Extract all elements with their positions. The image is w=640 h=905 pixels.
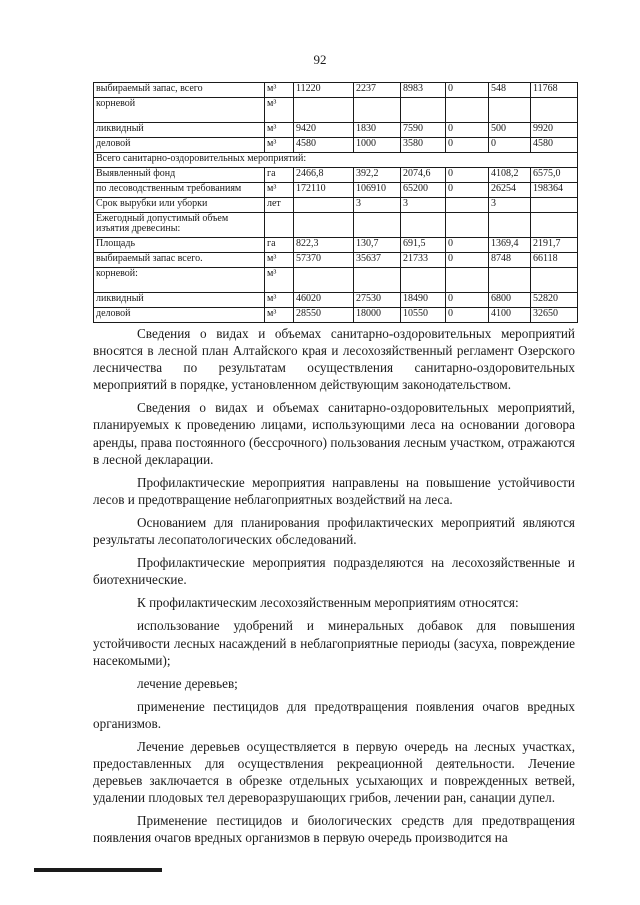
table-value-cell [531, 268, 578, 293]
table-value-cell: 1830 [354, 123, 401, 138]
table-value-cell: 4580 [294, 138, 354, 153]
table-value-cell [294, 213, 354, 238]
table-value-cell: 66118 [531, 253, 578, 268]
table-row [94, 83, 578, 98]
table-value-cell: 6575,0 [531, 168, 578, 183]
table-section-heading: Всего санитарно-оздоровительных мероприятий: [94, 153, 578, 168]
table-value-cell: 0 [489, 138, 531, 153]
table-value-cell: 18490 [401, 293, 446, 308]
paragraph: Основанием для планирования профилактических мероприятий являются результаты лесопатологических обследований. [93, 514, 575, 548]
page-number: 92 [313, 52, 327, 67]
table-unit-cell: м³ [265, 138, 294, 153]
paragraph: Сведения о видах и объемах санитарно-оздоровительных мероприятий, планируемых к проведению лицами, использующими леса на основании договора аренды, права постоянного (бессрочного) пользования лесным участком, отражаются в лесной декларации. [93, 400, 575, 467]
table-value-cell: 548 [489, 83, 531, 98]
paragraph: использование удобрений и минеральных добавок для повышения устойчивости лесных насаждений в неблагоприятные периоды (засуха, повреждение насекомыми); [93, 618, 575, 668]
table-value-cell: 26254 [489, 183, 531, 198]
table-value-cell: 2191,7 [531, 238, 578, 253]
paragraph: Сведения о видах и объемах санитарно-оздоровительных мероприятий вносятся в лесной план Алтайского края и лесохозяйственный регламент Озерского лесничества по результатам осуществления санитарно-оздоровительных мероприятий в порядке, установленном действующим законодательством. [93, 326, 575, 393]
table-value-cell: 130,7 [354, 238, 401, 253]
paragraph: Профилактические мероприятия направлены на повышение устойчивости лесов и предотвращение неблагоприятных воздействий на леса. [93, 474, 575, 507]
table-value-cell: 10550 [401, 308, 446, 323]
table-row-label: деловой [94, 138, 265, 153]
table-value-cell: 35637 [354, 253, 401, 268]
body-text [93, 325, 575, 853]
table-value-cell: 32650 [531, 308, 578, 323]
table-row-label: Площадь [94, 238, 265, 253]
table-row [94, 123, 578, 138]
table-value-cell: 4108,2 [489, 168, 531, 183]
table-value-cell [354, 268, 401, 293]
table-row [94, 168, 578, 183]
table-value-cell [401, 213, 446, 238]
table-value-cell [401, 98, 446, 123]
table-row [94, 138, 578, 153]
table-value-cell: 198364 [531, 183, 578, 198]
table-value-cell: 18000 [354, 308, 401, 323]
table-unit-cell [265, 213, 294, 238]
forest-volume-table [93, 82, 578, 323]
table-row [94, 308, 578, 323]
table-value-cell: 0 [446, 138, 489, 153]
table-value-cell: 0 [446, 238, 489, 253]
table-value-cell: 2074,6 [401, 168, 446, 183]
table-unit-cell: м³ [265, 123, 294, 138]
table-value-cell: 7590 [401, 123, 446, 138]
table-unit-cell: м³ [265, 308, 294, 323]
footer-rule [34, 868, 162, 872]
table-value-cell [294, 98, 354, 123]
table-value-cell: 0 [446, 308, 489, 323]
table-value-cell: 8748 [489, 253, 531, 268]
table-value-cell: 4100 [489, 308, 531, 323]
table-row [94, 153, 578, 168]
table-value-cell: 6800 [489, 293, 531, 308]
paragraph: применение пестицидов для предотвращения появления очагов вредных организмов. [93, 698, 575, 731]
table-value-cell: 0 [446, 123, 489, 138]
table-value-cell: 0 [446, 183, 489, 198]
table-value-cell: 2237 [354, 83, 401, 98]
table-unit-cell: м³ [265, 183, 294, 198]
table-value-cell: 57370 [294, 253, 354, 268]
table-row [94, 213, 578, 238]
table-value-cell [489, 213, 531, 238]
table-value-cell [489, 268, 531, 293]
table-value-cell [531, 213, 578, 238]
table-value-cell: 52820 [531, 293, 578, 308]
table-value-cell [446, 213, 489, 238]
table-row [94, 293, 578, 308]
table-value-cell: 21733 [401, 253, 446, 268]
table-value-cell: 172110 [294, 183, 354, 198]
table-row-label: Срок вырубки или уборки [94, 198, 265, 213]
table-value-cell: 3 [489, 198, 531, 213]
table-row [94, 253, 578, 268]
table-row [94, 238, 578, 253]
table-value-cell: 106910 [354, 183, 401, 198]
table-value-cell [489, 98, 531, 123]
table-value-cell [446, 198, 489, 213]
table-value-cell: 0 [446, 83, 489, 98]
paragraph: Профилактические мероприятия подразделяются на лесохозяйственные и биотехнические. [93, 555, 575, 588]
table-row [94, 198, 578, 213]
table-value-cell: 4580 [531, 138, 578, 153]
table-value-cell: 1369,4 [489, 238, 531, 253]
table-value-cell: 11768 [531, 83, 578, 98]
table-value-cell [401, 268, 446, 293]
table-row-label: корневой: [94, 268, 265, 293]
table-value-cell: 392,2 [354, 168, 401, 183]
table-row-label: Выявленный фонд [94, 168, 265, 183]
table-unit-cell: м³ [265, 293, 294, 308]
table-unit-cell: м³ [265, 253, 294, 268]
table-value-cell: 11220 [294, 83, 354, 98]
table-row-label: выбираемый запас, всего [94, 83, 265, 98]
table-row [94, 98, 578, 123]
table-value-cell: 1000 [354, 138, 401, 153]
table-row [94, 268, 578, 293]
table-value-cell: 9420 [294, 123, 354, 138]
table-value-cell [354, 213, 401, 238]
table-value-cell: 9920 [531, 123, 578, 138]
table-value-cell: 28550 [294, 308, 354, 323]
paragraph: Применение пестицидов и биологических средств для предотвращения появления очагов вредных организмов в первую очередь производится на [93, 813, 575, 846]
paragraph: К профилактическим лесохозяйственным мероприятиям относятся: [137, 595, 519, 611]
table-unit-cell: лет [265, 198, 294, 213]
table-row-label: корневой [94, 98, 265, 123]
table-unit-cell: м³ [265, 268, 294, 293]
table-row-label: ликвидный [94, 293, 265, 308]
table-value-cell [294, 268, 354, 293]
table-value-cell [354, 98, 401, 123]
table-value-cell [446, 268, 489, 293]
table-value-cell: 65200 [401, 183, 446, 198]
table-value-cell: 500 [489, 123, 531, 138]
table-row-label: по лесоводственным требованиям [94, 183, 265, 198]
table-value-cell: 3 [401, 198, 446, 213]
table-value-cell: 2466,8 [294, 168, 354, 183]
table-unit-cell: м³ [265, 83, 294, 98]
table-row [94, 183, 578, 198]
table-value-cell: 27530 [354, 293, 401, 308]
table-row-label: ликвидный [94, 123, 265, 138]
table-unit-cell: м³ [265, 98, 294, 123]
table-value-cell: 0 [446, 168, 489, 183]
table-row-label: Ежегодный допустимый объем изъятия древесины: [94, 213, 265, 238]
paragraph: Лечение деревьев осуществляется в первую очередь на лесных участках, предоставленных для осуществления рекреационной деятельности. Лечение деревьев заключается в обрезке отдельных усыхающих и поврежденных ветвей, удалении плодовых тел дереворазрушающих грибов, лечении ран, санации дупел. [93, 738, 575, 806]
table-value-cell [531, 98, 578, 123]
table-value-cell: 3 [354, 198, 401, 213]
table-value-cell: 822,3 [294, 238, 354, 253]
table-value-cell [446, 98, 489, 123]
table-value-cell: 3580 [401, 138, 446, 153]
table-row-label: деловой [94, 308, 265, 323]
table-value-cell: 46020 [294, 293, 354, 308]
table-unit-cell: га [265, 168, 294, 183]
table-body [94, 83, 578, 323]
table-value-cell: 0 [446, 293, 489, 308]
table-unit-cell: га [265, 238, 294, 253]
paragraph: лечение деревьев; [137, 675, 238, 691]
table-value-cell [531, 198, 578, 213]
table-value-cell: 0 [446, 253, 489, 268]
table-value-cell [294, 198, 354, 213]
table-value-cell: 8983 [401, 83, 446, 98]
table-row-label: выбираемый запас всего. [94, 253, 265, 268]
table-value-cell: 691,5 [401, 238, 446, 253]
